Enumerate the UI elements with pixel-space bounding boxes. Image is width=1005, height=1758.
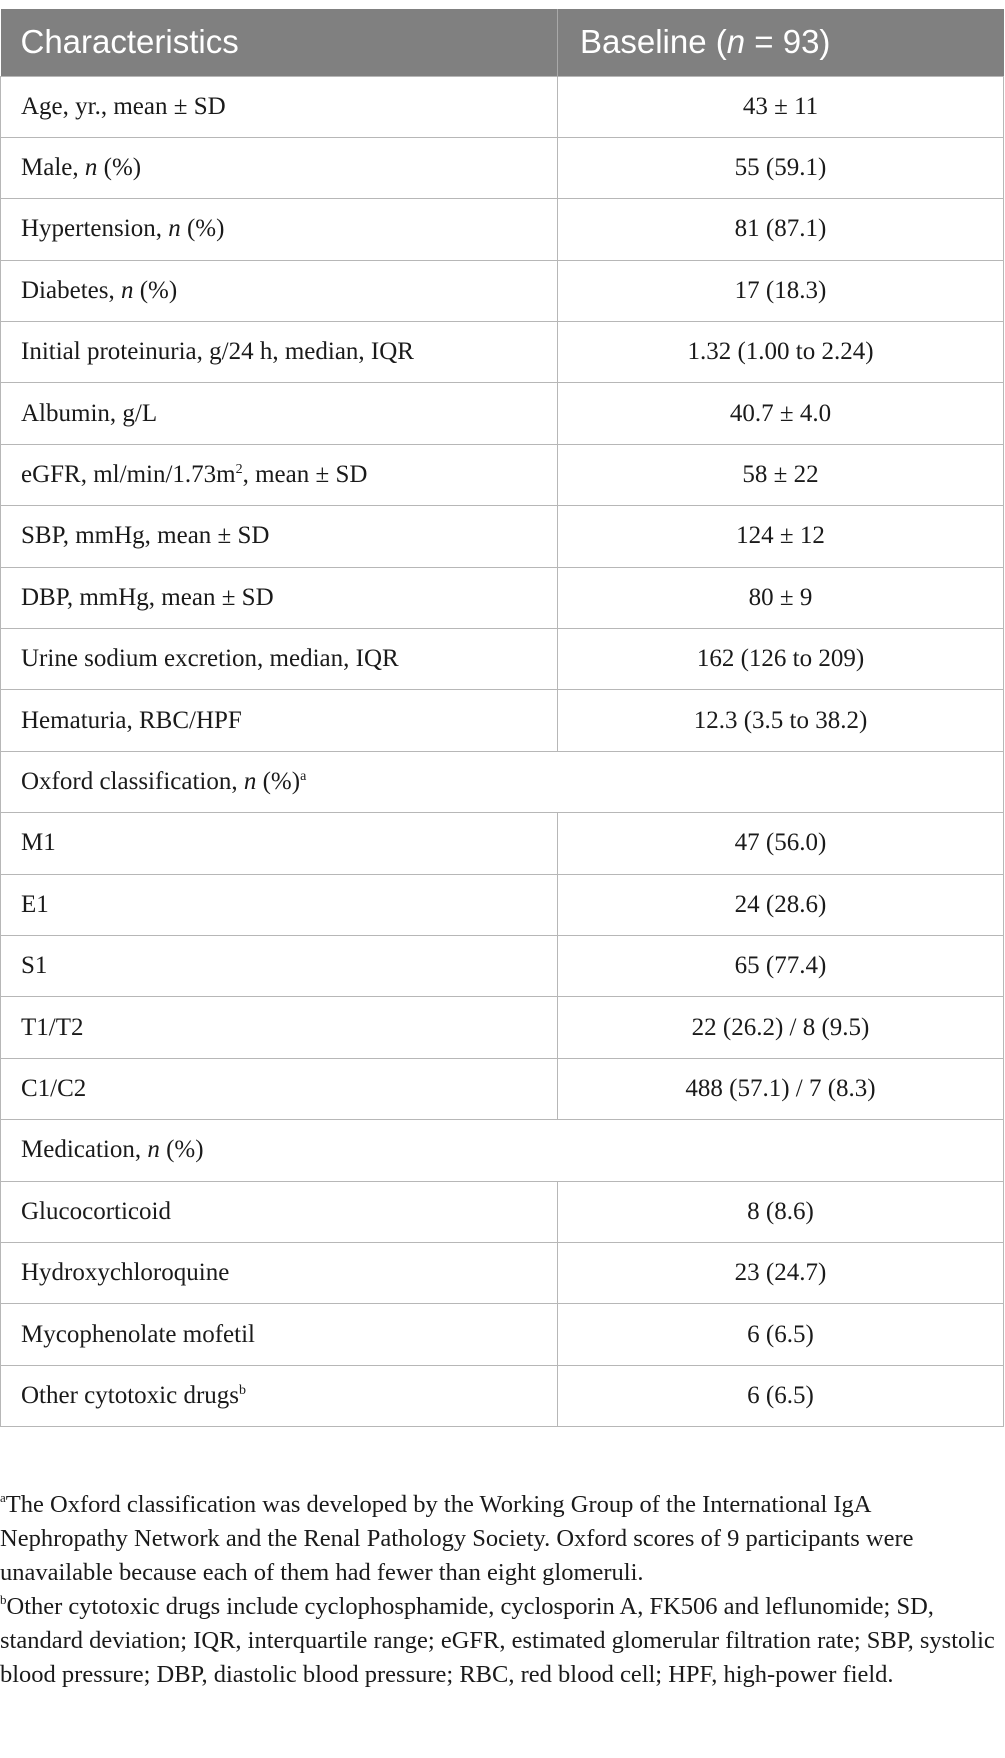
header-characteristics: Characteristics: [1, 9, 558, 76]
footnote-b: [0, 1590, 1003, 1692]
row-label: Mycophenolate mofetil: [1, 1304, 558, 1365]
section-label-text: Medication,: [21, 1136, 148, 1164]
row-value: 12.3 (3.5 to 38.2): [558, 690, 1004, 751]
row-value: 40.7 ± 4.0: [558, 383, 1004, 444]
table-row: [1, 935, 1004, 996]
row-label: [1, 629, 558, 690]
table-footnotes: [0, 1488, 1003, 1692]
table-row: [1, 690, 1004, 751]
row-value: 47 (56.0): [558, 813, 1004, 874]
row-label: T1/T2: [1, 997, 558, 1058]
baseline-characteristics-table: [0, 9, 1004, 1427]
row-value: 58 ± 22: [558, 444, 1004, 505]
row-label-italic: n: [168, 215, 181, 243]
header-baseline: [558, 9, 1004, 76]
section-label-oxford: [1, 751, 1004, 812]
row-value: 6 (6.5): [558, 1304, 1004, 1365]
row-label-italic: n: [120, 276, 134, 304]
header-baseline-suffix: = 93): [745, 23, 831, 61]
table-row: [1, 1058, 1004, 1119]
row-label-post: (%): [97, 154, 142, 182]
row-value: 17 (18.3): [558, 260, 1004, 321]
header-baseline-n: n: [726, 23, 746, 61]
table-row: [1, 199, 1004, 260]
table-row: [1, 506, 1004, 567]
row-value: 81 (87.1): [558, 199, 1004, 260]
row-value: 55 (59.1): [558, 137, 1004, 198]
table-row: [1, 260, 1004, 321]
row-value: 488 (57.1) / 7 (8.3): [558, 1058, 1004, 1119]
footnote-b-text: Other cytotoxic drugs include cyclophosphamide, cyclosporin A, FK506 and leflunomide; SD, standard deviation; IQR, interquartile range; eGFR, estimated glomerular filtration rate; SBP, systolic blood pressure; DBP, diastolic blood pressure; RBC, red blood cell; HPF, high-power field.: [0, 1593, 995, 1688]
footnote-marker-a: a: [300, 768, 307, 784]
row-label-text: eGFR, ml/min/1.73m: [21, 461, 236, 489]
section-label-italic: n: [147, 1136, 160, 1164]
table-row: [1, 76, 1004, 137]
row-value: 8 (8.6): [558, 1181, 1004, 1242]
table-row: [1, 444, 1004, 505]
row-label: [1, 199, 558, 260]
row-value: 24 (28.6): [558, 874, 1004, 935]
row-label-post: (%): [180, 215, 225, 243]
section-label-text: Oxford classification,: [21, 767, 244, 795]
row-label-italic: n: [84, 154, 98, 182]
table-row: [1, 567, 1004, 628]
section-label-post: (%): [256, 767, 301, 795]
row-label-text: Other cytotoxic drugs: [21, 1381, 240, 1409]
row-label: S1: [1, 935, 558, 996]
row-label: [1, 567, 558, 628]
row-label-text: Hypertension,: [21, 215, 169, 243]
row-label: [1, 322, 558, 383]
footnote-a-text: The Oxford classification was developed by the Working Group of the International IgA Nephropathy Network and the Renal Pathology Society. Oxford scores of 9 participants were unavailable because each of them had fewer than eight glomeruli.: [0, 1491, 914, 1586]
row-value: 65 (77.4): [558, 935, 1004, 996]
row-label-text: Albumin, g/L: [21, 399, 158, 427]
row-label: [1, 137, 558, 198]
section-label-post: (%): [159, 1136, 204, 1164]
table-row: [1, 1304, 1004, 1365]
footnote-b-marker: b: [0, 1592, 7, 1607]
table-row: [1, 874, 1004, 935]
row-value: 162 (126 to 209): [558, 629, 1004, 690]
row-label: Glucocorticoid: [1, 1181, 558, 1242]
section-row-oxford: [1, 751, 1004, 812]
row-label-superscript: 2: [235, 462, 243, 478]
row-label: Hydroxychloroquine: [1, 1242, 558, 1303]
row-label-text: DBP, mmHg, mean ± SD: [21, 583, 274, 611]
row-value: 22 (26.2) / 8 (9.5): [558, 997, 1004, 1058]
row-value: 1.32 (1.00 to 2.24): [558, 322, 1004, 383]
row-label-text: Urine sodium excretion, median, IQR: [21, 645, 399, 673]
row-value: 23 (24.7): [558, 1242, 1004, 1303]
row-label-post: (%): [133, 276, 178, 304]
footnote-a-marker: a: [0, 1490, 6, 1505]
table-row: [1, 1242, 1004, 1303]
row-label: M1: [1, 813, 558, 874]
row-label: [1, 690, 558, 751]
table-row: [1, 383, 1004, 444]
header-baseline-prefix: Baseline (: [580, 23, 727, 61]
row-label-text: Male,: [21, 154, 85, 182]
row-label: [1, 260, 558, 321]
table-row: [1, 997, 1004, 1058]
table-row: [1, 1365, 1004, 1426]
row-label-text: SBP, mmHg, mean ± SD: [21, 522, 270, 550]
table-row: [1, 137, 1004, 198]
section-row-medication: [1, 1120, 1004, 1181]
row-label-text: Age, yr., mean ± SD: [21, 92, 226, 120]
table-row: [1, 629, 1004, 690]
table-row: [1, 813, 1004, 874]
footnote-marker-b: b: [239, 1382, 247, 1398]
row-label: [1, 1365, 558, 1426]
row-label: [1, 506, 558, 567]
section-label-italic: n: [243, 767, 257, 795]
table-row: [1, 1181, 1004, 1242]
row-label: C1/C2: [1, 1058, 558, 1119]
section-label-medication: [1, 1120, 1004, 1181]
row-value: 80 ± 9: [558, 567, 1004, 628]
table-header-row: [1, 9, 1004, 76]
row-value: 6 (6.5): [558, 1365, 1004, 1426]
row-label: E1: [1, 874, 558, 935]
row-label-text: Diabetes,: [21, 276, 121, 304]
footnote-a: [0, 1488, 1003, 1590]
characteristics-table-container: [0, 9, 1003, 1427]
row-label: [1, 383, 558, 444]
row-value: 43 ± 11: [558, 76, 1004, 137]
table-row: [1, 322, 1004, 383]
row-label: [1, 444, 558, 505]
row-label-text: Hematuria, RBC/HPF: [21, 706, 242, 734]
row-label-post: , mean ± SD: [242, 461, 368, 489]
row-value: 124 ± 12: [558, 506, 1004, 567]
row-label-text: Initial proteinuria, g/24 h, median, IQR: [21, 338, 414, 366]
row-label: [1, 76, 558, 137]
